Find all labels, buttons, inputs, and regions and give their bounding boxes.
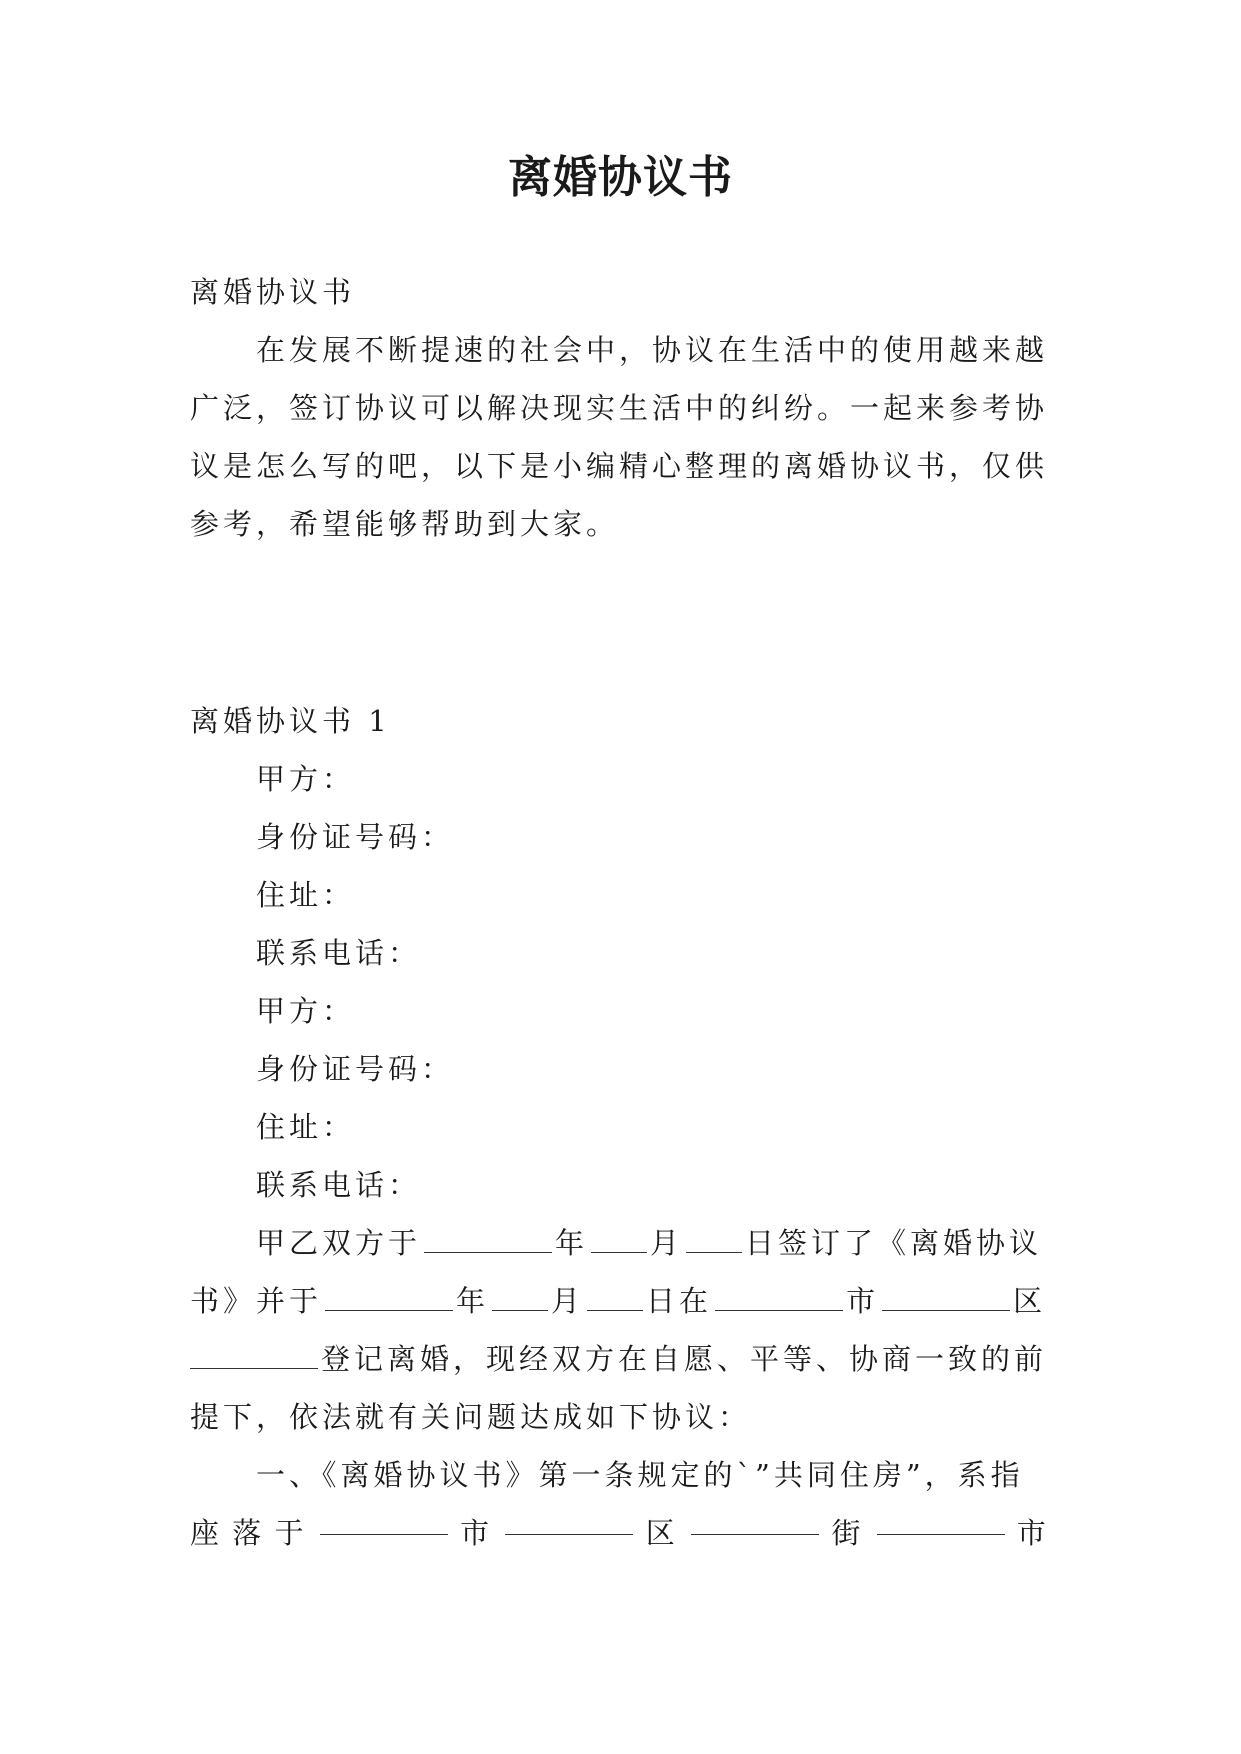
intro-line-4: 参考，希望能够帮助到大家。 [190, 507, 620, 541]
phone-label: 联系电话： [256, 1168, 422, 1202]
text-run: 落 [232, 1516, 266, 1550]
agreement-paragraph-line-2 [190, 1272, 1050, 1330]
text-run: 市 [846, 1284, 880, 1318]
phone-label: 联系电话： [256, 936, 422, 970]
text-run: 市 [1016, 1516, 1050, 1550]
address-label: 住址： [256, 878, 356, 912]
intro-line-3: 议是怎么写的吧，以下是小编精心整理的离婚协议书，仅供 [190, 449, 1049, 483]
agreement-paragraph-line-4: 提下，依法就有关问题达成如下协议： [190, 1400, 752, 1434]
text-run: 于 [274, 1516, 308, 1550]
blank-field [190, 1338, 318, 1369]
text-run: 市 [460, 1516, 494, 1550]
text-run: 甲乙双方于 [256, 1226, 422, 1260]
blank-field [320, 1504, 448, 1535]
id-number-label: 身份证号码： [256, 820, 455, 854]
clause-1-line-2 [190, 1504, 1050, 1562]
blank-field [877, 1504, 1005, 1535]
text-run: 街 [831, 1516, 865, 1550]
text-run: 日签订了《离婚协议 [745, 1226, 1043, 1260]
intro-line-2: 广泛，签订协议可以解决现实生活中的纠纷。一起来参考协 [190, 391, 1049, 425]
text-run: 登记离婚，现经双方在自愿、平等、协商一致的前 [321, 1342, 1048, 1376]
blank-field [686, 1222, 742, 1253]
text-run: 书》并于 [190, 1284, 323, 1318]
text-run: 区 [645, 1516, 679, 1550]
section-heading: 离婚协议书 1 [190, 704, 391, 738]
blank-field [882, 1280, 1010, 1311]
text-run: 座 [190, 1516, 224, 1550]
blank-field [492, 1280, 548, 1311]
subtitle: 离婚协议书 [190, 275, 356, 309]
text-run: 年 [456, 1284, 490, 1318]
text-run: 日在 [646, 1284, 713, 1318]
section-1 [190, 692, 1050, 1562]
clause-1-line-1: 一、《离婚协议书》第一条规定的`”共同住房”，系指 [256, 1458, 1024, 1492]
intro-line-1: 在发展不断提速的社会中，协议在生活中的使用越来越 [256, 333, 1049, 367]
address-label: 住址： [256, 1110, 356, 1144]
party-b-label: 甲方： [256, 994, 356, 1028]
agreement-paragraph-line-3 [190, 1330, 1050, 1388]
text-run: 区 [1013, 1284, 1047, 1318]
document-title: 离婚协议书 [508, 152, 733, 203]
blank-field [715, 1280, 843, 1311]
blank-field [591, 1222, 647, 1253]
party-a-label: 甲方： [256, 762, 356, 796]
blank-field [505, 1504, 633, 1535]
blank-field [587, 1280, 643, 1311]
blank-field [424, 1222, 552, 1253]
text-run: 月 [551, 1284, 585, 1318]
text-run: 年 [555, 1226, 589, 1260]
blank-field [325, 1280, 453, 1311]
text-run: 月 [650, 1226, 684, 1260]
id-number-label: 身份证号码： [256, 1052, 455, 1086]
intro-block [190, 263, 1050, 553]
agreement-paragraph-line-1 [190, 1214, 1050, 1272]
blank-field [691, 1504, 819, 1535]
